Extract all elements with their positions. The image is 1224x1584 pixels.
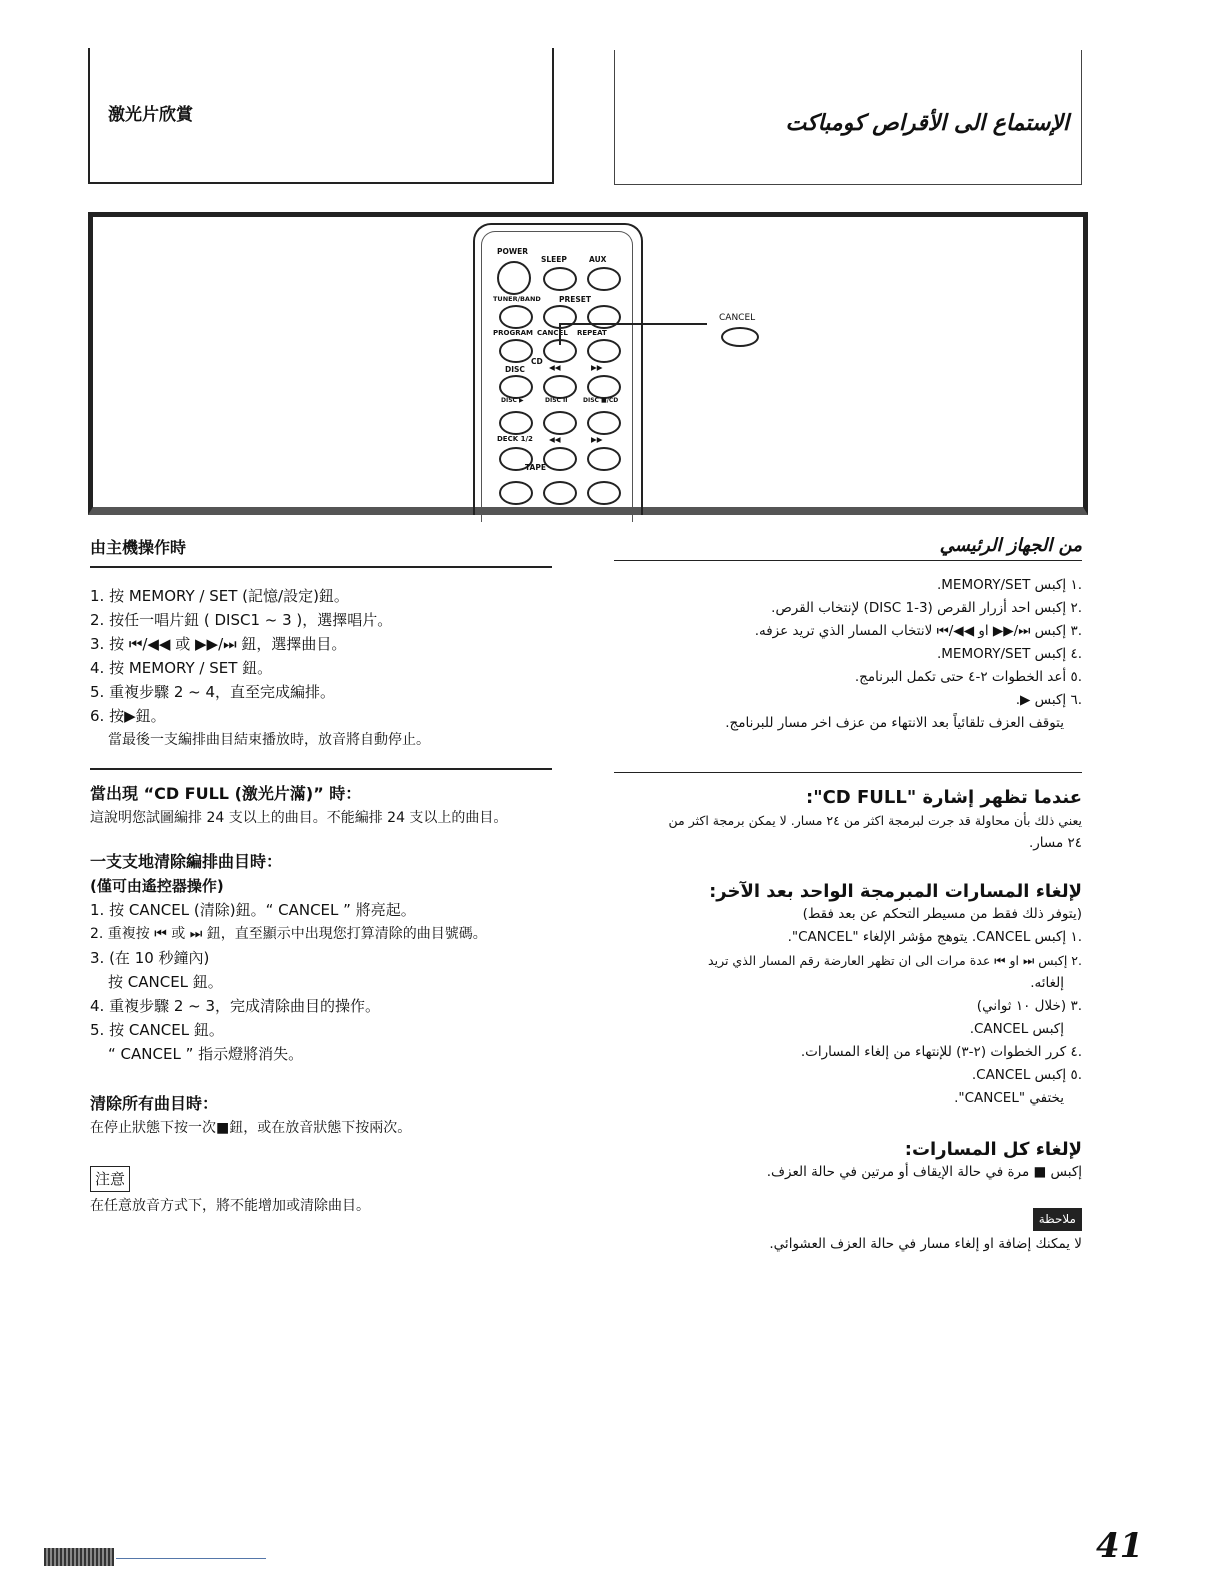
- zh-step: 4. 重複步驟 2 ~ 3，完成清除曲目的操作。: [90, 997, 381, 1015]
- zh-clear-one-title: 一支支地清除編排曲目時：: [90, 852, 283, 871]
- ar-cdfull-text-1: يعني ذلك بأن محاولة قد جرت لبرمجة اكثر من ٢٤ مسار. لا يمكن برمجة اكثر من: [668, 813, 1082, 828]
- zh-clear-all-title: 清除所有曲目時：: [90, 1094, 219, 1113]
- ar-step6-note: يتوقف العزف تلقائياً بعد الانتهاء من عزف اخر مسار للبرنامج.: [725, 715, 1064, 731]
- ar-step5-note: يختفي "CANCEL".: [954, 1090, 1064, 1106]
- ar-steps-1: [602, 574, 1082, 735]
- zh-step: 5. 按 CANCEL 鈕。: [90, 1021, 224, 1039]
- program-label: PROGRAM: [493, 329, 533, 337]
- page-number: 41: [1096, 1526, 1144, 1566]
- zh-step: 1. 按 CANCEL (清除)鈕。“ CANCEL ” 將亮起。: [90, 901, 416, 919]
- skip-back-button: [543, 375, 577, 399]
- ar-clear-one: [602, 880, 1082, 1110]
- ar-step: .٤ كرر الخطوات (٢-٣) للإنتهاء من إلغاء المسارات.: [800, 1044, 1082, 1060]
- skip-fwd-label: ▶▶: [591, 363, 603, 372]
- disc-pause-label: DISC II: [545, 397, 568, 404]
- repeat-button: [587, 339, 621, 363]
- ar-cdfull-text-2: ٢٤ مسار.: [1028, 835, 1082, 851]
- ar-step: .٣ (خلال ١٠ ثواني): [976, 998, 1082, 1014]
- zh-step: 5. 重複步驟 2 ~ 4，直至完成編排。: [90, 683, 336, 701]
- disc-button: [499, 375, 533, 399]
- zh-cdfull: [90, 782, 560, 830]
- zh-note-label: 注意: [90, 1166, 130, 1192]
- power-button: [497, 261, 531, 295]
- aux-label: AUX: [589, 255, 607, 264]
- ar-note-label: ملاحظة: [1033, 1208, 1082, 1231]
- zh-step: 4. 按 MEMORY / SET 鈕。: [90, 659, 273, 677]
- sleep-button: [543, 267, 577, 291]
- zh-step: 1. 按 MEMORY / SET (記憶/設定)鈕。: [90, 587, 349, 605]
- footer-mark: [44, 1548, 114, 1566]
- tape-ff-button: [587, 447, 621, 471]
- zh-cdfull-title: 當出現 “CD FULL (激光片滿)” 時：: [90, 784, 362, 803]
- ar-step: .١ إكبس CANCEL. يتوهج مؤشر الإلغاء "CANCEL".: [787, 929, 1082, 945]
- ar-page-title: الإستماع الى الأقراص كومباكت: [785, 111, 1069, 136]
- zh-rule-2: [90, 768, 552, 770]
- sleep-label: SLEEP: [541, 255, 567, 264]
- disc-pause-button: [543, 411, 577, 435]
- ar-cdfull-title: عندما تظهر إشارة "CD FULL":: [806, 787, 1082, 808]
- ar-step: .٢ إكبس احد أزرار القرص (DISC 1-3) لإنتخاب القرص.: [771, 600, 1082, 616]
- tape-rew-button: [543, 447, 577, 471]
- ar-step3-cont: إكبس CANCEL.: [969, 1021, 1064, 1037]
- ar-clear-one-sub: (يتوفر ذلك فقط من مسيطر التحكم عن بعد فقط): [802, 906, 1082, 922]
- zh-clear-all-text: 在停止狀態下按一次■鈕，或在放音狀態下按兩次。: [90, 1120, 412, 1136]
- zh-rule-1: [90, 566, 552, 568]
- zh-section1-title: 由主機操作時: [90, 538, 187, 557]
- tape-stop-button: [543, 481, 577, 505]
- zh-note: [90, 1166, 560, 1218]
- ar-clear-all-text: إكبس ■ مرة في حالة الإيقاف أو مرتين في حالة العزف.: [766, 1164, 1082, 1180]
- disc-play-button: [499, 411, 533, 435]
- ar-step2-cont: إلغائه.: [1030, 975, 1064, 991]
- preset-up-button: [587, 305, 621, 329]
- zh-steps-1: [90, 584, 560, 752]
- tape-play-fwd-button: [587, 481, 621, 505]
- ar-clear-one-title: لإلغاء المسارات المبرمجة الواحد بعد الآخر:: [709, 881, 1082, 902]
- footer-line: [116, 1558, 266, 1559]
- program-button: [499, 339, 533, 363]
- zh-title-box: [88, 48, 554, 184]
- zh-column: [90, 536, 552, 560]
- callout-cancel-button: [721, 327, 759, 347]
- ar-step: .٥ إكبس CANCEL.: [971, 1067, 1082, 1083]
- ar-note: [602, 1208, 1082, 1256]
- preset-label: PRESET: [559, 295, 592, 304]
- power-label: POWER: [497, 247, 529, 256]
- tape-label: TAPE: [525, 463, 546, 472]
- zh-step: 3. (在 10 秒鐘內): [90, 949, 210, 967]
- callout-line: [559, 323, 707, 325]
- ar-step: .١ إكبس MEMORY/SET.: [936, 577, 1082, 593]
- zh-step: 6. 按▶鈕。: [90, 707, 166, 725]
- tape-ff-label: ▶▶: [591, 435, 603, 444]
- disc-stop-button: [587, 411, 621, 435]
- zh-step6-note: 當最後一支編排曲目結束播放時，放音將自動停止。: [108, 732, 430, 748]
- cancel-label: CANCEL: [537, 329, 568, 337]
- remote-figure: [88, 212, 1088, 515]
- ar-step: .٦ إكبس ▶.: [1015, 692, 1082, 708]
- zh-step3-cont: 按 CANCEL 鈕。: [108, 973, 223, 991]
- aux-button: [587, 267, 621, 291]
- ar-step: .٥ أعد الخطوات ٢-٤ حتى تكمل البرنامج.: [854, 669, 1082, 685]
- zh-step: 2. 按任一唱片鈕 ( DISC1 ~ 3 )，選擇唱片。: [90, 611, 393, 629]
- ar-clear-all: [602, 1138, 1082, 1184]
- ar-rule-2: [614, 772, 1082, 773]
- ar-cdfull: [602, 786, 1082, 855]
- skip-back-label: ◀◀: [549, 363, 561, 372]
- disc-label: DISC: [505, 365, 525, 374]
- ar-step: .٢ إكبس ⏭ او ⏮ عدة مرات الى ان تظهر العارضة رقم المسار الذي تريد: [708, 953, 1082, 968]
- ar-step: .٤ إكبس MEMORY/SET.: [936, 646, 1082, 662]
- zh-clear-all: [90, 1092, 560, 1140]
- ar-title-box: [614, 50, 1082, 185]
- zh-page-title: 激光片欣賞: [108, 105, 193, 125]
- disc-stop-label: DISC ■/CD: [583, 397, 619, 404]
- zh-step: 3. 按 ⏮/◀◀ 或 ▶▶/⏭ 鈕，選擇曲目。: [90, 635, 347, 653]
- deck-label: DECK 1/2: [497, 435, 533, 443]
- ar-note-text: لا يمكنك إضافة او إلغاء مسار في حالة العزف العشوائي.: [769, 1236, 1082, 1252]
- remote-body: [473, 223, 643, 515]
- tape-play-back-button: [499, 481, 533, 505]
- zh-cdfull-text: 這說明您試圖編排 24 支以上的曲目。不能編排 24 支以上的曲目。: [90, 810, 508, 826]
- cd-label: CD: [531, 357, 543, 366]
- ar-section1-title: من الجهاز الرئيسي: [939, 535, 1082, 556]
- zh-clear-one: [90, 850, 560, 1066]
- tuner-band-label: TUNER/BAND: [493, 295, 541, 303]
- zh-note-text: 在任意放音方式下，將不能增加或清除曲目。: [90, 1198, 370, 1214]
- callout-cancel-label: CANCEL: [719, 313, 756, 323]
- tuner-band-button: [499, 305, 533, 329]
- skip-fwd-button: [587, 375, 621, 399]
- ar-step: .٣ إكبس ⏭/▶▶ او ◀◀/⏮ لانتخاب المسار الذي تريد عزفه.: [754, 623, 1082, 639]
- disc-play-label: DISC ▶: [501, 397, 524, 404]
- zh-clear-one-sub: (僅可由遙控器操作): [90, 877, 224, 895]
- zh-step: 2. 重複按 ⏮ 或 ⏭ 鈕，直至顯示中出現您打算清除的曲目號碼。: [90, 926, 487, 942]
- repeat-label: REPEAT: [577, 329, 607, 337]
- ar-rule-1: [614, 560, 1082, 561]
- callout-line-drop: [559, 323, 561, 345]
- zh-step5-note: “ CANCEL ” 指示燈將消失。: [108, 1045, 304, 1063]
- tape-rew-label: ◀◀: [549, 435, 561, 444]
- ar-clear-all-title: لإلغاء كل المسارات:: [904, 1139, 1082, 1160]
